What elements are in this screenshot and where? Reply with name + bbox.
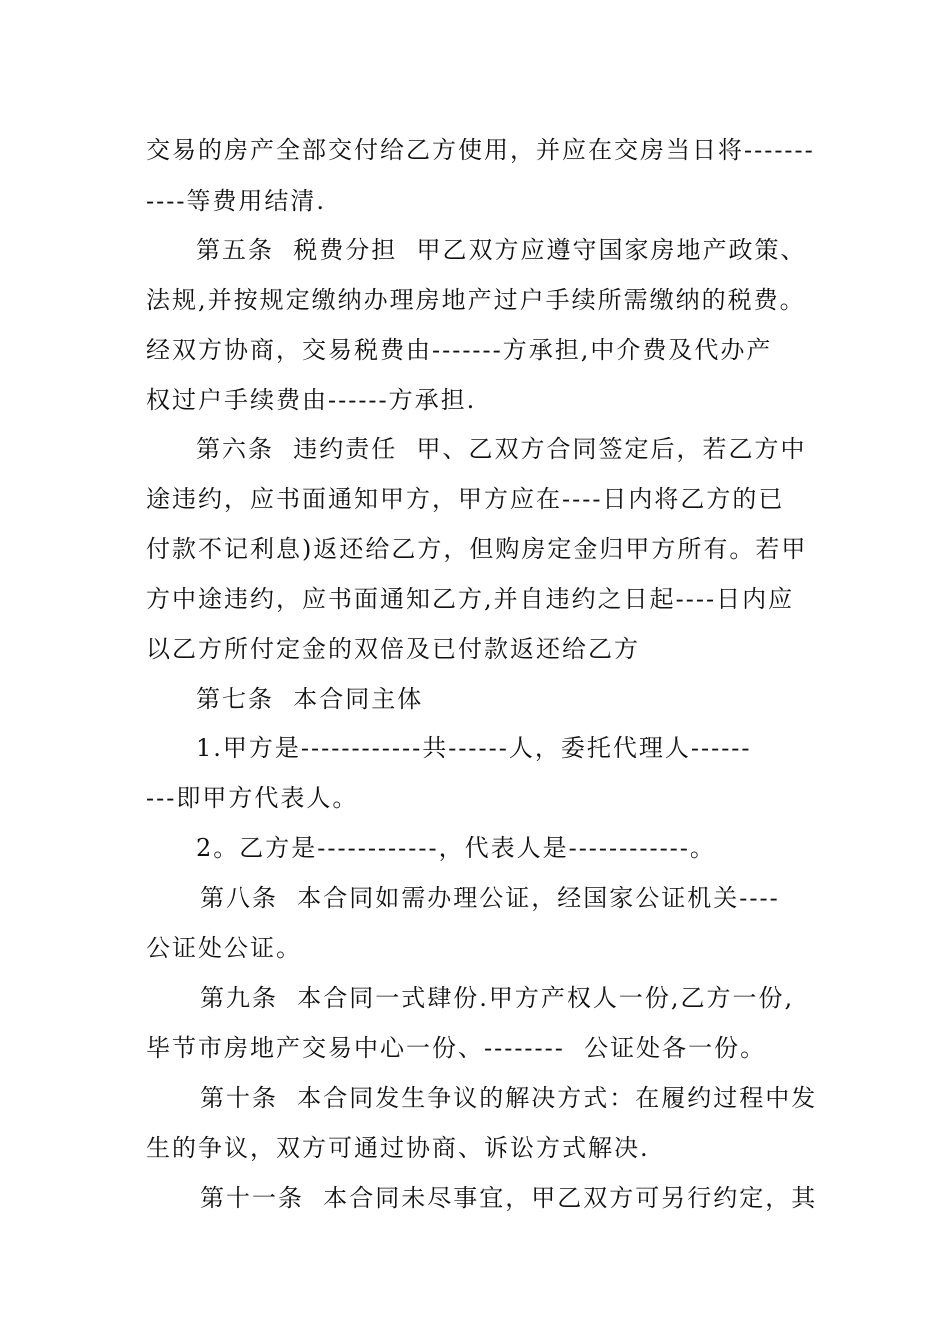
article-6-line-2: 途违约，应书面通知甲方，甲方应在----日内将乙方的已 <box>146 485 785 513</box>
article-8-line-1: 第八条 本合同如需办理公证，经国家公证机关---- <box>200 884 780 912</box>
article-7-heading: 第七条 本合同主体 <box>196 685 424 713</box>
article-7-item-2: 2。乙方是------------，代表人是------------。 <box>196 834 716 862</box>
article-6-line-4: 方中途违约，应书面通知乙方,并自违约之日起----日内应 <box>146 585 795 613</box>
article-11-line-1: 第十一条 本合同未尽事宜，甲乙双方可另行约定，其 <box>200 1184 818 1212</box>
article-10-line-1: 第十条 本合同发生争议的解决方式：在履约过程中发 <box>200 1084 818 1112</box>
article-6-line-5: 以乙方所付定金的双倍及已付款返还给乙方 <box>146 635 640 663</box>
article-7-item-1-line-1: 1.甲方是------------共------人，委托代理人------ <box>196 734 752 762</box>
text-line-2: ----等费用结清. <box>146 187 327 215</box>
article-8-line-2: 公证处公证。 <box>146 934 302 962</box>
article-6-line-3: 付款不记利息)返还给乙方，但购房定金归甲方所有。若甲 <box>146 535 808 563</box>
article-5-line-3: 经双方协商，交易税费由-------方承担,中介费及代办产 <box>146 336 773 364</box>
article-9-line-1: 第九条 本合同一式肆份.甲方产权人一份,乙方一份, <box>200 984 795 1012</box>
article-5-line-2: 法规,并按规定缴纳办理房地产过户手续所需缴纳的税费。 <box>146 286 806 314</box>
article-5-line-4: 权过户手续费由------方承担. <box>146 386 477 414</box>
article-10-line-2: 生的争议，双方可通过协商、诉讼方式解决. <box>146 1134 650 1162</box>
article-9-line-2: 毕节市房地产交易中心一份、-------- 公证处各一份。 <box>146 1034 767 1062</box>
article-6-line-1: 第六条 违约责任 甲、乙双方合同签定后，若乙方中 <box>196 435 807 463</box>
article-7-item-1-line-2: ---即甲方代表人。 <box>146 784 359 812</box>
text-line-1: 交易的房产全部交付给乙方使用，并应在交房当日将------- <box>146 136 815 164</box>
article-5-line-1: 第五条 税费分担 甲乙双方应遵守国家房地产政策、 <box>196 236 807 264</box>
